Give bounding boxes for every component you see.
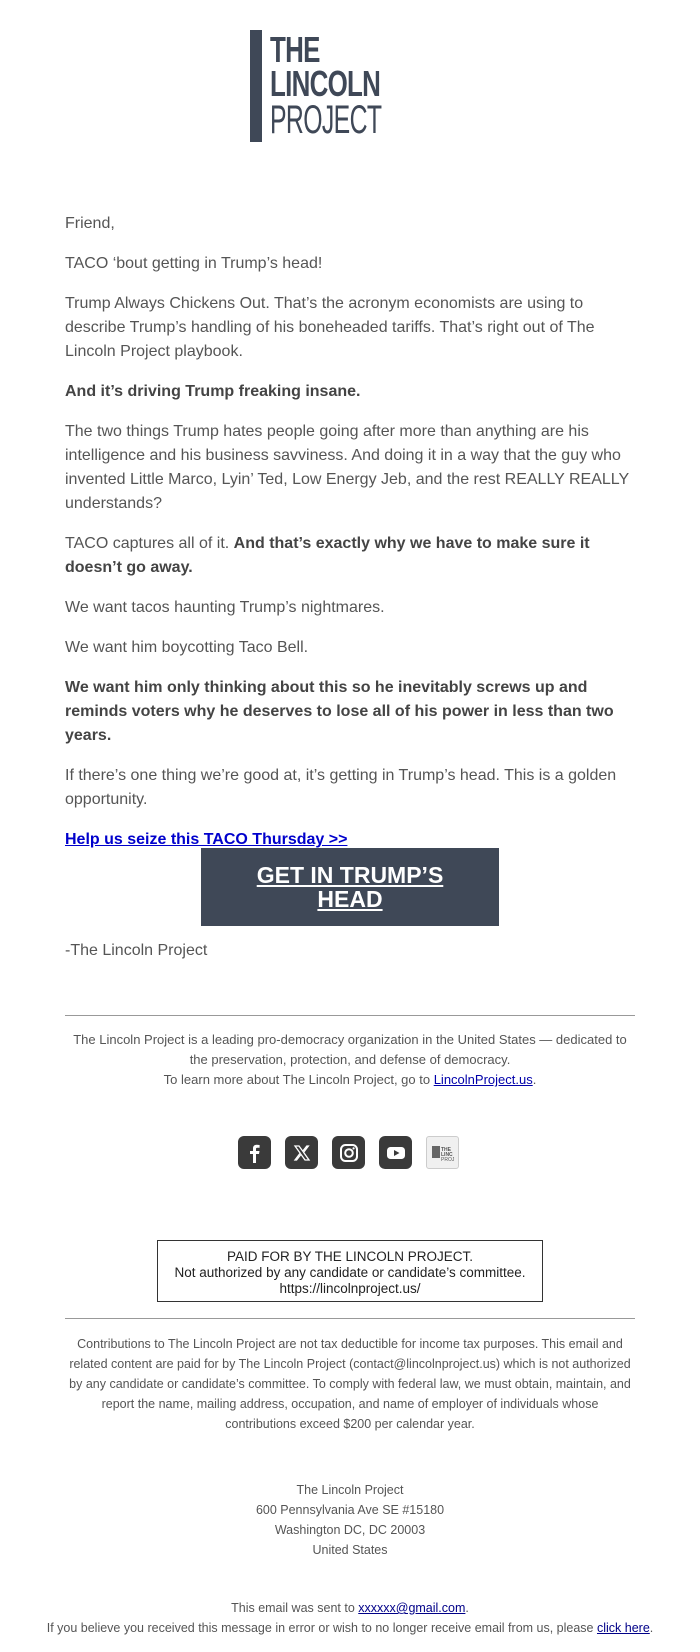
footer-about bbox=[65, 1030, 635, 1090]
greeting: Friend, bbox=[65, 215, 115, 232]
about-link-suffix: . bbox=[532, 1072, 537, 1087]
sent-to-suffix: . bbox=[465, 1601, 469, 1615]
paragraph-9: If there’s one thing we’re good at, it’s getting in Trump’s head. This is a golden opportunity. bbox=[65, 767, 617, 808]
email-body bbox=[65, 212, 635, 868]
about-text: The Lincoln Project is a leading pro-democracy organization in the United States — dedicated to the preservation, protection, and defense of democracy. bbox=[73, 1032, 627, 1067]
divider bbox=[65, 1318, 635, 1319]
bold-text: We want him only thinking about this so he inevitably screws up and reminds voters why he deserves to lose all of his power in less than two years. bbox=[65, 679, 614, 744]
paragraph-1: TACO ‘bout getting in Trump’s head! bbox=[65, 255, 323, 272]
lincoln-project-icon[interactable] bbox=[426, 1136, 459, 1169]
svg-text:LINC: LINC bbox=[440, 1151, 453, 1158]
social-links bbox=[238, 1136, 459, 1169]
youtube-icon[interactable] bbox=[379, 1136, 412, 1169]
divider bbox=[65, 1015, 635, 1016]
logo-line-lincoln: LINCOLN bbox=[270, 63, 381, 104]
unsubscribe-prefix: If you believe you received this message in error or wish to no longer receive email from us, please bbox=[46, 1621, 597, 1635]
facebook-icon[interactable] bbox=[238, 1136, 271, 1169]
svg-text:THE: THE bbox=[440, 1146, 451, 1153]
bold-text: And it’s driving Trump freaking insane. bbox=[65, 383, 361, 400]
paragraph-7: We want him boycotting Taco Bell. bbox=[65, 639, 309, 656]
x-icon[interactable] bbox=[285, 1136, 318, 1169]
legal-disclaimer: Contributions to The Lincoln Project are not tax deductible for income tax purposes. This email and related content are paid for by The Lincoln Project (contact@lincolnproject.us) which is not authorized by any candidate or candidate’s committee. To comply with federal law, we must obtain, maintain, and report the name, mailing address, occupation, and name of employer of individuals whose contributions exceed $200 per calendar year. bbox=[69, 1337, 631, 1431]
logo-wordmark bbox=[270, 28, 450, 143]
bold-text: And that’s exactly why we have to make sure it doesn’t go away. bbox=[65, 535, 590, 576]
paragraph-2: Trump Always Chickens Out. That’s the acronym economists are using to describe Trump’s handling of his boneheaded tariffs. That’s right out of The Lincoln Project playbook. bbox=[65, 295, 595, 360]
paragraph-3 bbox=[65, 380, 635, 404]
paid-line-1: PAID FOR BY THE LINCOLN PROJECT. bbox=[226, 1249, 474, 1264]
sent-to-line bbox=[0, 1598, 700, 1618]
unsubscribe-link[interactable]: click here bbox=[596, 1621, 650, 1635]
plain-text: TACO captures all of it. bbox=[65, 535, 234, 552]
paragraph-8 bbox=[65, 676, 635, 748]
logo-line-project: PROJECT bbox=[270, 98, 382, 143]
address-line: 600 Pennsylvania Ave SE #15180 bbox=[255, 1503, 445, 1517]
paragraph-5 bbox=[65, 532, 635, 580]
lincoln-portrait-icon bbox=[250, 30, 262, 142]
sent-to-prefix: This email was sent to bbox=[231, 1601, 359, 1615]
donate-link[interactable]: Help us seize this TACO Thursday >> bbox=[65, 831, 348, 848]
recipient-email-link[interactable]: xxxxxx@gmail.com bbox=[358, 1601, 466, 1615]
about-link-prefix: To learn more about The Lincoln Project, go to bbox=[163, 1072, 434, 1087]
logo-line-the: THE bbox=[270, 28, 320, 70]
mailing-address bbox=[65, 1480, 635, 1560]
lincolnproject-link[interactable]: LincolnProject.us bbox=[433, 1072, 533, 1087]
paragraph-4: The two things Trump hates people going after more than anything are his intelligence and his business savviness. And doing it in a way that the guy who invented Little Marco, Lyin’ Ted, Low Energy Jeb, and the rest REALLY REALLY understands? bbox=[65, 423, 629, 512]
paid-line-3: https://lincolnproject.us/ bbox=[279, 1281, 421, 1296]
paid-line-2: Not authorized by any candidate or candidate’s committee. bbox=[174, 1265, 526, 1280]
get-in-trumps-head-button[interactable]: GET IN TRUMP’S HEAD bbox=[201, 848, 499, 926]
about-link-line bbox=[65, 1070, 635, 1090]
instagram-icon[interactable] bbox=[332, 1136, 365, 1169]
unsubscribe-line bbox=[0, 1618, 700, 1638]
paid-for-disclaimer bbox=[157, 1240, 543, 1302]
signoff: -The Lincoln Project bbox=[65, 942, 208, 959]
address-line: Washington DC, DC 20003 bbox=[274, 1523, 426, 1537]
paragraph-6: We want tacos haunting Trump’s nightmares. bbox=[65, 599, 385, 616]
unsubscribe-suffix: . bbox=[649, 1621, 654, 1635]
email-sent-info bbox=[0, 1598, 700, 1638]
address-line: The Lincoln Project bbox=[296, 1483, 404, 1497]
lincoln-project-logo[interactable] bbox=[250, 30, 450, 142]
svg-text:PROJ: PROJ bbox=[440, 1156, 454, 1163]
address-line: United States bbox=[312, 1543, 388, 1557]
